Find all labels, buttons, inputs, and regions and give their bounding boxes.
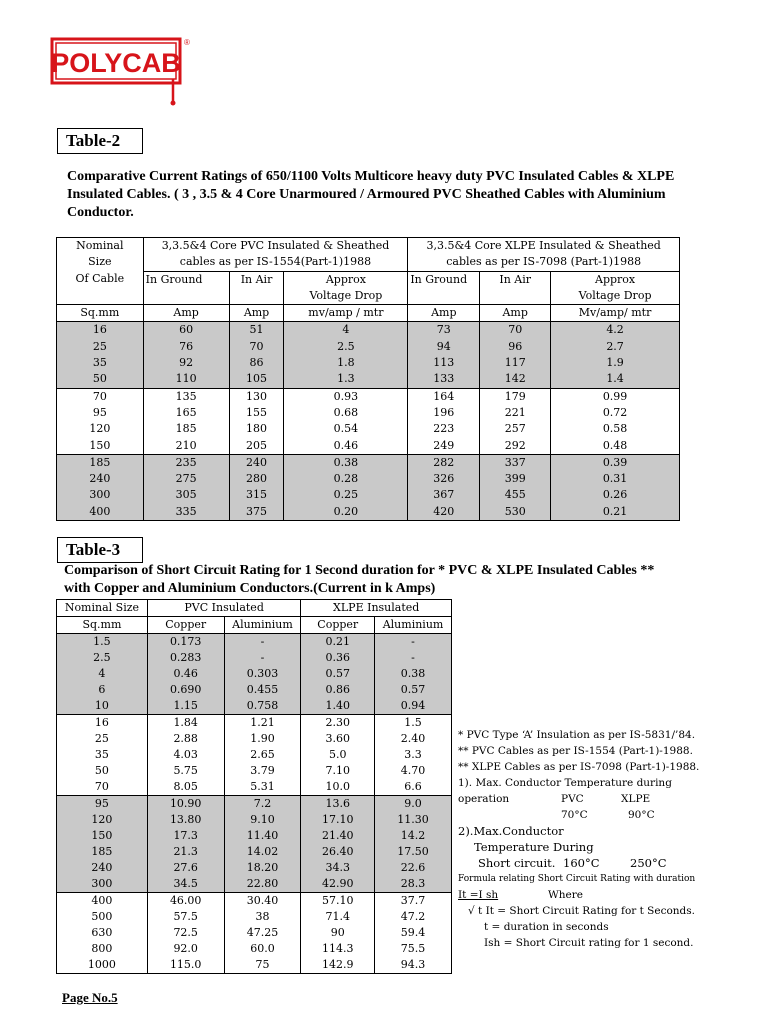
t3-cell: 71.4 xyxy=(301,909,375,925)
t3-row xyxy=(57,650,452,666)
t3-cell: 95 xyxy=(57,796,148,813)
t3-cell: 0.303 xyxy=(224,666,301,682)
t2-cell: 0.46 xyxy=(284,438,408,455)
t3-row xyxy=(57,941,452,957)
t2-cell: 0.99 xyxy=(551,388,680,405)
t3-cell: 21.40 xyxy=(301,828,375,844)
t3-row xyxy=(57,893,452,910)
t3-cell: 8.05 xyxy=(147,779,224,796)
t3-cell: 5.31 xyxy=(224,779,301,796)
t2-cell: 205 xyxy=(229,438,284,455)
t3-cell: 3.79 xyxy=(224,763,301,779)
t3-cell: 240 xyxy=(57,860,148,876)
t2-cell: 223 xyxy=(408,421,480,437)
t3-cell: 38 xyxy=(224,909,301,925)
t3-units-row: Sq.mm Copper Aluminium Copper Aluminium xyxy=(57,617,452,634)
t2-cell: 96 xyxy=(480,339,551,355)
page-number: Page No.5 xyxy=(62,990,118,1005)
t3-cell: 120 xyxy=(57,812,148,828)
t3-cell: 1.90 xyxy=(224,731,301,747)
t3-cell: 60.0 xyxy=(224,941,301,957)
t2-cell: 0.68 xyxy=(284,405,408,421)
t3-cell: 3.3 xyxy=(375,747,452,763)
t2-cell: 4.2 xyxy=(551,322,680,339)
t3-cell: 0.283 xyxy=(147,650,224,666)
t3-cell: 47.25 xyxy=(224,925,301,941)
t3-cell: - xyxy=(224,650,301,666)
t3-cell: 2.30 xyxy=(301,715,375,732)
t3-cell: 7.2 xyxy=(224,796,301,813)
t3-cell: 6.6 xyxy=(375,779,452,796)
t3-cell: 0.173 xyxy=(147,634,224,651)
t2-cell: 221 xyxy=(480,405,551,421)
t3-cell: 4.03 xyxy=(147,747,224,763)
t3-cell: 18.20 xyxy=(224,860,301,876)
t2-cell: 0.39 xyxy=(551,454,680,471)
t2-head-nominal: Nominal Size Of Cable xyxy=(57,238,144,305)
t2-head-vd-pvc: Approx Voltage Drop xyxy=(284,271,408,305)
t3-row xyxy=(57,779,452,796)
t3-cell: 1.84 xyxy=(147,715,224,732)
t3-cell: 2.40 xyxy=(375,731,452,747)
t3-row xyxy=(57,698,452,715)
t2-row xyxy=(57,405,680,421)
table3-tag: Table-3 xyxy=(57,537,143,563)
t2-head-air-x: In Air xyxy=(480,271,551,305)
t2-row xyxy=(57,454,680,471)
t3-cell: 1.40 xyxy=(301,698,375,715)
t2-cell: 86 xyxy=(229,355,284,371)
t2-cell: 0.21 xyxy=(551,504,680,521)
t2-cell: 179 xyxy=(480,388,551,405)
t2-cell: 335 xyxy=(143,504,229,521)
t2-cell: 1.3 xyxy=(284,371,408,388)
t3-cell: 7.10 xyxy=(301,763,375,779)
t2-cell: 292 xyxy=(480,438,551,455)
t3-cell: 0.36 xyxy=(301,650,375,666)
t2-cell: 70 xyxy=(57,388,144,405)
t2-cell: 300 xyxy=(57,487,144,503)
t3-cell: 5.0 xyxy=(301,747,375,763)
t3-cell: 35 xyxy=(57,747,148,763)
t3-cell: 25 xyxy=(57,731,148,747)
t2-cell: 50 xyxy=(57,371,144,388)
t3-cell: 1.5 xyxy=(57,634,148,651)
t3-row xyxy=(57,860,452,876)
t2-row xyxy=(57,471,680,487)
t2-cell: 2.7 xyxy=(551,339,680,355)
t2-cell: 60 xyxy=(143,322,229,339)
t3-cell: 800 xyxy=(57,941,148,957)
t2-cell: 1.9 xyxy=(551,355,680,371)
t2-cell: 117 xyxy=(480,355,551,371)
t3-row xyxy=(57,715,452,732)
t2-cell: 113 xyxy=(408,355,480,371)
t2-cell: 150 xyxy=(57,438,144,455)
table3 xyxy=(56,599,452,974)
t2-head-ground: In Ground xyxy=(143,271,229,305)
t2-cell: 165 xyxy=(143,405,229,421)
t3-cell: 26.40 xyxy=(301,844,375,860)
t2-cell: 70 xyxy=(229,339,284,355)
t2-cell: 110 xyxy=(143,371,229,388)
t3-cell: 300 xyxy=(57,876,148,893)
t2-cell: 455 xyxy=(480,487,551,503)
t3-row xyxy=(57,634,452,651)
t2-cell: 367 xyxy=(408,487,480,503)
t3-cell: 0.46 xyxy=(147,666,224,682)
t3-cell: 14.02 xyxy=(224,844,301,860)
t2-cell: 375 xyxy=(229,504,284,521)
t3-cell: 0.690 xyxy=(147,682,224,698)
t2-cell: 76 xyxy=(143,339,229,355)
t3-cell: 1000 xyxy=(57,957,148,974)
t3-cell: 3.60 xyxy=(301,731,375,747)
t2-cell: 0.26 xyxy=(551,487,680,503)
t3-cell: 10.0 xyxy=(301,779,375,796)
t3-cell: 70 xyxy=(57,779,148,796)
t3-cell: 34.3 xyxy=(301,860,375,876)
t2-cell: 120 xyxy=(57,421,144,437)
t3-cell: 11.30 xyxy=(375,812,452,828)
t2-cell: 142 xyxy=(480,371,551,388)
t3-cell: 13.80 xyxy=(147,812,224,828)
t3-cell: 400 xyxy=(57,893,148,910)
t3-row xyxy=(57,876,452,893)
t3-cell: 2.5 xyxy=(57,650,148,666)
notes: * PVC Type ‘A’ Insulation as per IS-5831/’84. ** PVC Cables as per IS-1554 (Part-1)-1988. ** XLPE Cables as per IS-7098 (Part-1)-1988. 1). Max. Conductor Temperature during operation PVC XLPE 70°C 90°C 2).Max.Conductor Temperature During Short circuit. 160°C 250°C Formula relating Short Circuit Rating with duration It =I sh Where √ t It = Short Circuit Rating for t Seconds. t = duration in seconds Ish = Short Circuit rating for 1 second. xyxy=(458,729,700,949)
t2-row xyxy=(57,421,680,437)
t3-cell: 57.10 xyxy=(301,893,375,910)
t3-cell: 92.0 xyxy=(147,941,224,957)
t3-cell: 11.40 xyxy=(224,828,301,844)
t3-cell: 0.57 xyxy=(375,682,452,698)
t2-head-pvc: 3,3.5&4 Core PVC Insulated & Sheathed cables as per IS-1554(Part-1)1988 xyxy=(143,238,408,272)
t3-row xyxy=(57,796,452,813)
t3-cell: - xyxy=(375,634,452,651)
t2-cell: 1.8 xyxy=(284,355,408,371)
t3-cell: 30.40 xyxy=(224,893,301,910)
t3-row xyxy=(57,828,452,844)
t3-cell: 9.0 xyxy=(375,796,452,813)
t2-cell: 0.25 xyxy=(284,487,408,503)
t2-cell: 337 xyxy=(480,454,551,471)
t3-cell: - xyxy=(375,650,452,666)
t3-cell: 10.90 xyxy=(147,796,224,813)
t3-cell: 28.3 xyxy=(375,876,452,893)
t3-cell: 17.10 xyxy=(301,812,375,828)
t3-cell: 47.2 xyxy=(375,909,452,925)
t2-cell: 35 xyxy=(57,355,144,371)
t2-cell: 0.54 xyxy=(284,421,408,437)
t3-cell: 22.80 xyxy=(224,876,301,893)
svg-text:®: ® xyxy=(184,38,190,47)
t2-cell: 73 xyxy=(408,322,480,339)
t2-cell: 0.93 xyxy=(284,388,408,405)
t2-cell: 240 xyxy=(57,471,144,487)
t3-cell: 34.5 xyxy=(147,876,224,893)
t3-cell: 1.21 xyxy=(224,715,301,732)
t2-row xyxy=(57,322,680,339)
t3-cell: 0.57 xyxy=(301,666,375,682)
t2-cell: 326 xyxy=(408,471,480,487)
t2-cell: 282 xyxy=(408,454,480,471)
t2-row xyxy=(57,438,680,455)
t2-cell: 4 xyxy=(284,322,408,339)
t3-cell: 0.94 xyxy=(375,698,452,715)
t2-head-air: In Air xyxy=(229,271,284,305)
t3-cell: 1.5 xyxy=(375,715,452,732)
t3-cell: 17.3 xyxy=(147,828,224,844)
t2-cell: 399 xyxy=(480,471,551,487)
t3-cell: 0.86 xyxy=(301,682,375,698)
t2-cell: 400 xyxy=(57,504,144,521)
t3-cell: 14.2 xyxy=(375,828,452,844)
t3-cell: 142.9 xyxy=(301,957,375,974)
t2-cell: 70 xyxy=(480,322,551,339)
t3-row xyxy=(57,909,452,925)
t2-cell: 155 xyxy=(229,405,284,421)
t2-head-vd-xlpe: Approx Voltage Drop xyxy=(551,271,680,305)
t3-cell: 0.21 xyxy=(301,634,375,651)
t2-cell: 275 xyxy=(143,471,229,487)
table2 xyxy=(56,237,680,521)
t2-cell: 105 xyxy=(229,371,284,388)
table3-title: Comparison of Short Circuit Rating for 1 Second duration for * PVC & XLPE Insulated Cables ** with Copper and Aluminium Conductors.(Current in k Amps) xyxy=(64,563,655,596)
t2-cell: 210 xyxy=(143,438,229,455)
t3-cell: 37.7 xyxy=(375,893,452,910)
t3-row xyxy=(57,731,452,747)
t3-cell: 10 xyxy=(57,698,148,715)
t2-cell: 16 xyxy=(57,322,144,339)
t2-row xyxy=(57,388,680,405)
t3-row xyxy=(57,747,452,763)
t3-cell: 90 xyxy=(301,925,375,941)
t3-cell: 22.6 xyxy=(375,860,452,876)
t2-cell: 0.31 xyxy=(551,471,680,487)
t2-cell: 0.28 xyxy=(284,471,408,487)
t3-cell: 0.758 xyxy=(224,698,301,715)
t2-row xyxy=(57,339,680,355)
t3-cell: 27.6 xyxy=(147,860,224,876)
polycab-logo xyxy=(50,35,190,110)
t3-row xyxy=(57,925,452,941)
t2-cell: 315 xyxy=(229,487,284,503)
t2-cell: 25 xyxy=(57,339,144,355)
t3-cell: 46.00 xyxy=(147,893,224,910)
t3-cell: 72.5 xyxy=(147,925,224,941)
t2-head-xlpe: 3,3.5&4 Core XLPE Insulated & Sheathed cables as per IS-7098 (Part-1)1988 xyxy=(408,238,680,272)
t2-row xyxy=(57,355,680,371)
t3-cell: 0.455 xyxy=(224,682,301,698)
t2-row xyxy=(57,504,680,521)
t3-cell: 500 xyxy=(57,909,148,925)
t2-cell: 130 xyxy=(229,388,284,405)
t3-cell: 185 xyxy=(57,844,148,860)
t3-row xyxy=(57,682,452,698)
table2-title: Comparative Current Ratings of 650/1100 Volts Multicore heavy duty PVC Insulated Cables & XLPE Insulated Cables. ( 3 , 3.5 & 4 Core Unarmoured / Armoured PVC Sheathed Cables with Aluminium Conductor. xyxy=(67,169,675,220)
t2-cell: 305 xyxy=(143,487,229,503)
t3-cell: 17.50 xyxy=(375,844,452,860)
t2-units-row: Sq.mm Amp Amp mv/amp / mtr Amp Amp Mv/amp/ mtr xyxy=(57,305,680,322)
t3-row xyxy=(57,844,452,860)
t2-cell: 1.4 xyxy=(551,371,680,388)
t3-head-row: Nominal Size PVC Insulated XLPE Insulated xyxy=(57,600,452,617)
t3-cell: 4.70 xyxy=(375,763,452,779)
t2-cell: 185 xyxy=(57,454,144,471)
t3-row xyxy=(57,812,452,828)
t3-cell: 5.75 xyxy=(147,763,224,779)
t2-row xyxy=(57,487,680,503)
t2-cell: 51 xyxy=(229,322,284,339)
t3-row xyxy=(57,763,452,779)
t3-cell: 115.0 xyxy=(147,957,224,974)
t2-cell: 95 xyxy=(57,405,144,421)
t3-cell: 42.90 xyxy=(301,876,375,893)
t2-cell: 0.48 xyxy=(551,438,680,455)
t3-cell: 630 xyxy=(57,925,148,941)
t2-row xyxy=(57,371,680,388)
t3-cell: 114.3 xyxy=(301,941,375,957)
t3-cell: 50 xyxy=(57,763,148,779)
t3-row xyxy=(57,957,452,974)
t3-cell: 4 xyxy=(57,666,148,682)
t2-cell: 420 xyxy=(408,504,480,521)
logo-text: POLYCAB xyxy=(51,48,181,78)
t2-cell: 240 xyxy=(229,454,284,471)
t2-cell: 530 xyxy=(480,504,551,521)
t3-cell: 57.5 xyxy=(147,909,224,925)
t3-cell: 2.65 xyxy=(224,747,301,763)
t2-cell: 185 xyxy=(143,421,229,437)
t3-cell: 0.38 xyxy=(375,666,452,682)
t3-row xyxy=(57,666,452,682)
t2-cell: 249 xyxy=(408,438,480,455)
t2-cell: 0.38 xyxy=(284,454,408,471)
t3-cell: 6 xyxy=(57,682,148,698)
table2-tag: Table-2 xyxy=(57,128,143,154)
t2-cell: 2.5 xyxy=(284,339,408,355)
t3-cell: 1.15 xyxy=(147,698,224,715)
t3-cell: 9.10 xyxy=(224,812,301,828)
t3-cell: 94.3 xyxy=(375,957,452,974)
t3-cell: 21.3 xyxy=(147,844,224,860)
t3-cell: 75 xyxy=(224,957,301,974)
t3-cell: 75.5 xyxy=(375,941,452,957)
t2-cell: 196 xyxy=(408,405,480,421)
t2-cell: 133 xyxy=(408,371,480,388)
t2-cell: 180 xyxy=(229,421,284,437)
t2-cell: 235 xyxy=(143,454,229,471)
t2-cell: 92 xyxy=(143,355,229,371)
t2-cell: 94 xyxy=(408,339,480,355)
t3-cell: 16 xyxy=(57,715,148,732)
t3-cell: 2.88 xyxy=(147,731,224,747)
t2-cell: 0.72 xyxy=(551,405,680,421)
t2-cell: 280 xyxy=(229,471,284,487)
t2-head-ground-x: In Ground xyxy=(408,271,480,305)
t3-cell: 13.6 xyxy=(301,796,375,813)
t3-cell: 59.4 xyxy=(375,925,452,941)
t3-cell: - xyxy=(224,634,301,651)
t2-cell: 164 xyxy=(408,388,480,405)
t2-cell: 257 xyxy=(480,421,551,437)
t2-cell: 0.58 xyxy=(551,421,680,437)
t2-cell: 0.20 xyxy=(284,504,408,521)
t2-cell: 135 xyxy=(143,388,229,405)
t3-cell: 150 xyxy=(57,828,148,844)
